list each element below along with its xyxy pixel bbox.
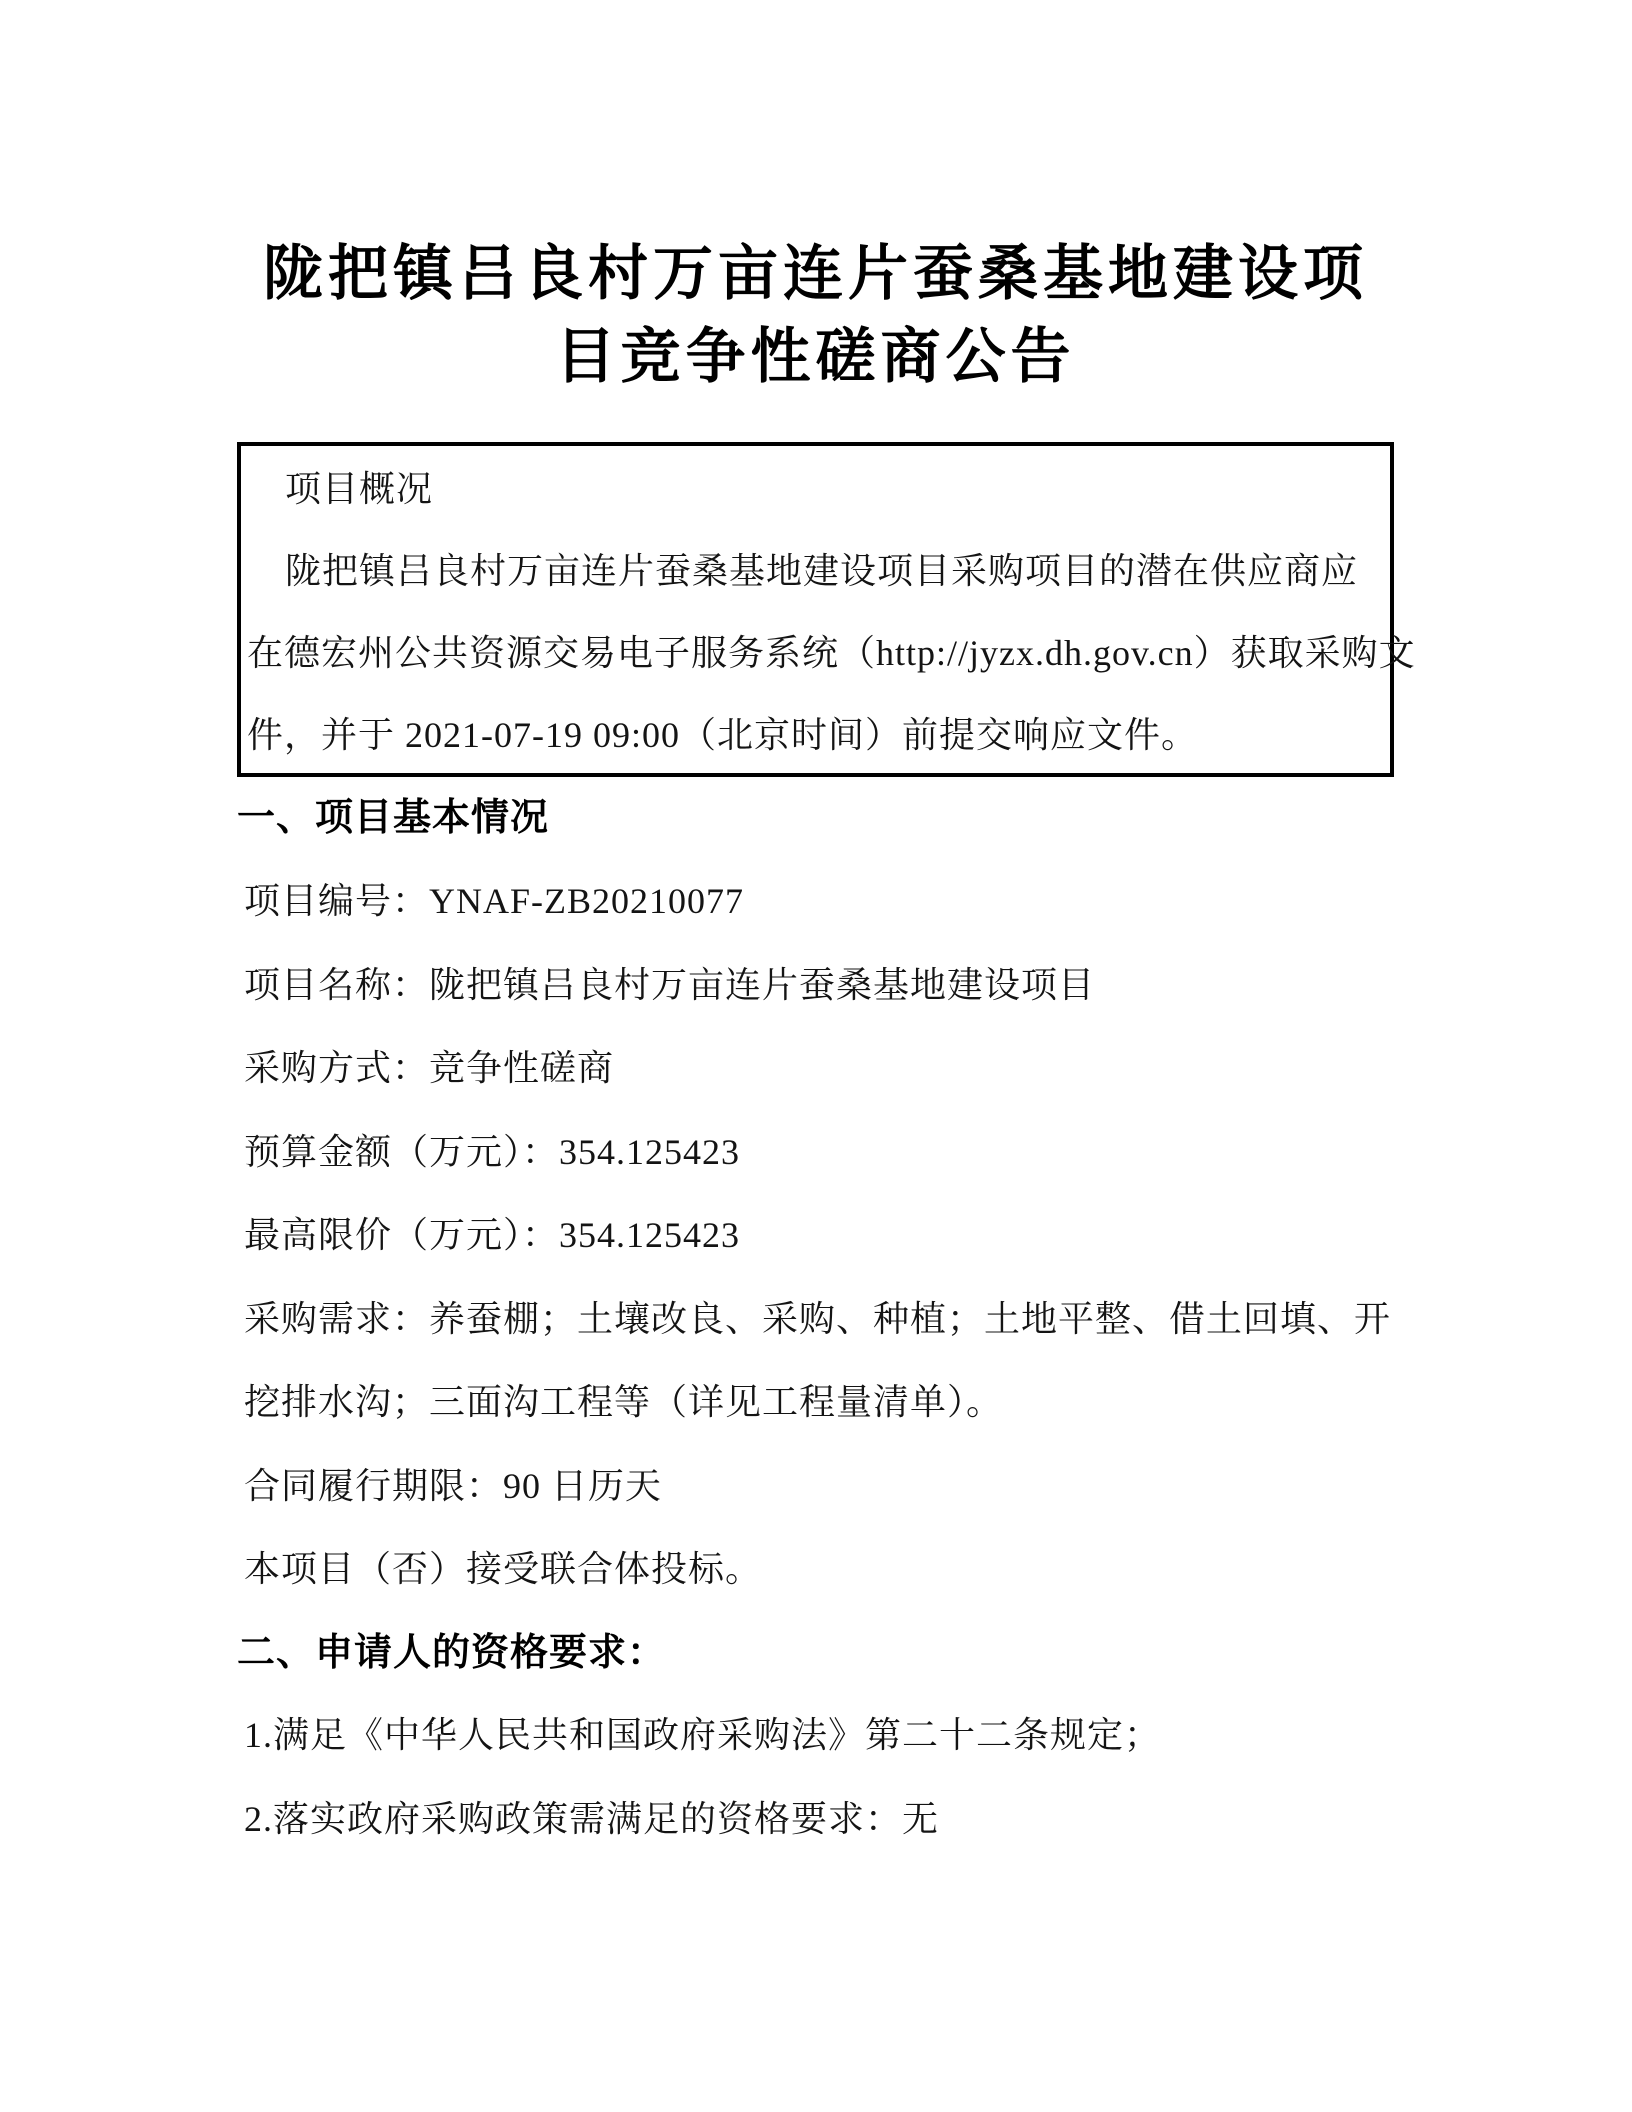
document-line: 2.落实政府采购政策需满足的资格要求：无 bbox=[244, 1798, 940, 1839]
overview-paragraph-line: 陇把镇吕良村万亩连片蚕桑基地建设项目采购项目的潜在供应商应 bbox=[285, 551, 1359, 591]
section-1-heading: 一、项目基本情况 bbox=[237, 797, 550, 839]
document-line: 1.满足《中华人民共和国政府采购法》第二十二条规定； bbox=[244, 1715, 1162, 1755]
document-line: 本项目（否）接受联合体投标。 bbox=[244, 1549, 763, 1589]
overview-box-heading: 项目概况 bbox=[285, 469, 434, 509]
document-line: 合同履行期限：90 日历天 bbox=[244, 1465, 663, 1506]
document-line: 项目名称：陇把镇吕良村万亩连片蚕桑基地建设项目 bbox=[244, 964, 1096, 1005]
document-line: 项目编号：YNAF-ZB20210077 bbox=[244, 881, 745, 921]
overview-paragraph-line: 在德宏州公共资源交易电子服务系统（http://jyzx.dh.gov.cn）获取采购文 bbox=[247, 633, 1416, 673]
document-title bbox=[237, 233, 1394, 399]
overview-paragraph-line: 件，并于 2021-07-19 09:00（北京时间）前提交响应文件。 bbox=[247, 715, 1198, 755]
section-2-heading: 二、申请人的资格要求： bbox=[237, 1632, 667, 1674]
section-2-body bbox=[237, 1694, 1394, 1861]
document-line: 最高限价（万元）：354.125423 bbox=[244, 1215, 741, 1255]
document-line: 挖排水沟；三面沟工程等（详见工程量清单）。 bbox=[244, 1382, 1004, 1422]
document-line: 采购需求：养蚕棚；土壤改良、采购、种植；土地平整、借土回填、开 bbox=[244, 1298, 1392, 1339]
section-1-body bbox=[237, 860, 1394, 1612]
document-line: 预算金额（万元）：354.125423 bbox=[244, 1131, 741, 1172]
document-title-line-2: 目竞争性磋商公告 bbox=[555, 324, 1076, 390]
project-overview-box bbox=[237, 442, 1416, 777]
document-title-line-1: 陇把镇吕良村万亩连片蚕桑基地建设项 bbox=[263, 241, 1368, 307]
document-line: 采购方式：竞争性磋商 bbox=[244, 1048, 615, 1088]
